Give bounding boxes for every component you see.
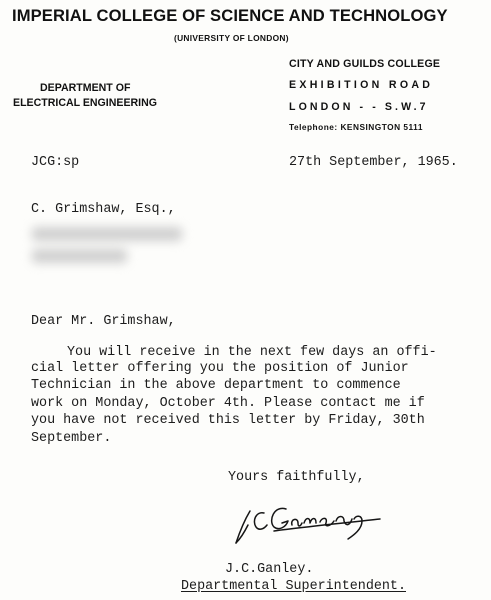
college-name: IMPERIAL COLLEGE OF SCIENCE AND TECHNOLOGY xyxy=(12,6,448,25)
closing-phrase: Yours faithfully, xyxy=(228,470,365,485)
body-line: Technician in the above department to commence xyxy=(31,378,401,393)
college-address-line-2: EXHIBITION ROAD xyxy=(289,79,434,91)
university-name: (UNIVERSITY OF LONDON) xyxy=(174,33,289,43)
telephone-line: Telephone: KENSINGTON 5111 xyxy=(289,122,423,132)
body-line: work on Monday, October 4th. Please contact me if xyxy=(31,396,425,411)
reference-code: JCG:sp xyxy=(31,155,80,170)
department-line-1: DEPARTMENT OF xyxy=(40,82,131,94)
redacted-address xyxy=(28,225,188,273)
letter-date: 27th September, 1965. xyxy=(289,155,458,170)
body-line: cial letter offering you the position of Junior xyxy=(31,361,409,376)
body-line: you have not received this letter by Friday, 30th xyxy=(31,413,425,428)
college-address-line-3: LONDON - - S.W.7 xyxy=(289,101,429,113)
body-line: September. xyxy=(31,431,112,446)
department-line-2: ELECTRICAL ENGINEERING xyxy=(13,97,158,109)
handwritten-signature xyxy=(234,495,394,545)
addressee-name: C. Grimshaw, Esq., xyxy=(31,202,176,217)
college-address-line-1: CITY AND GUILDS COLLEGE xyxy=(289,58,441,70)
body-line: You will receive in the next few days an offi- xyxy=(67,345,437,360)
signatory-name: J.C.Ganley. xyxy=(225,562,314,577)
salutation: Dear Mr. Grimshaw, xyxy=(31,314,176,329)
signatory-title: Departmental Superintendent. xyxy=(181,579,406,594)
